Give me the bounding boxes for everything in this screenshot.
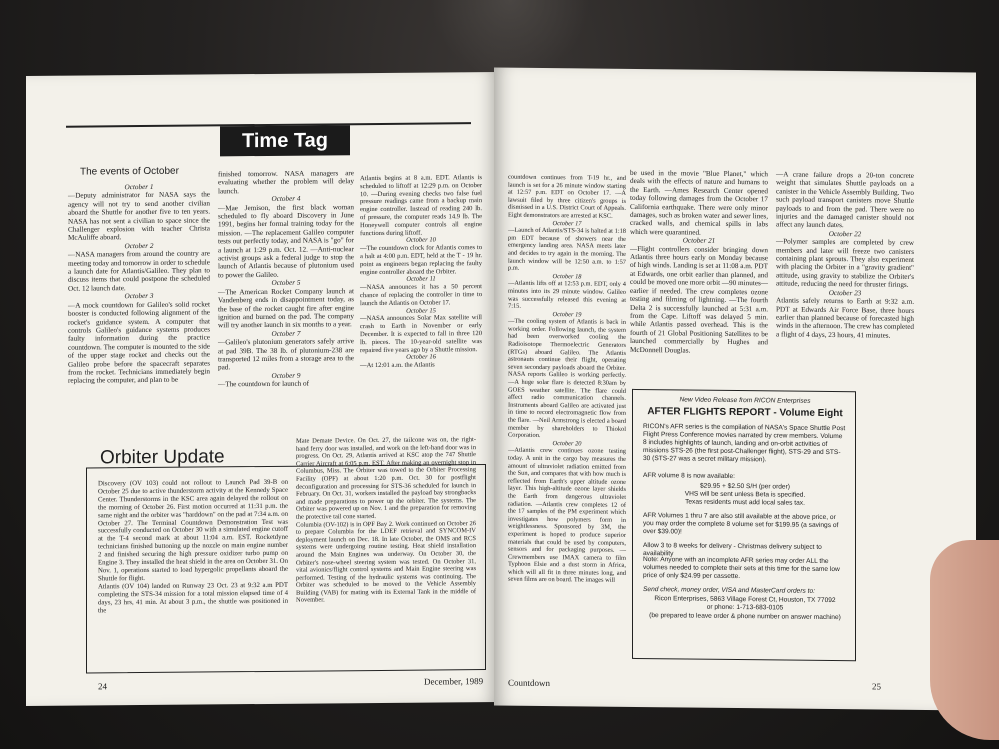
ad-delivery: Allow 3 to 8 weeks for delivery - Christmas delivery subject to availability xyxy=(643,542,822,558)
section-title: Time Tag xyxy=(220,125,350,156)
orbiter-update-right: Mate Demate Device. On Oct. 27, the tailcone was on, the right-hand ferry door was installed, and work on the left-hand door was in progress. On Oct. 29, Atlantis arrived at KSC atop the 747 Shuttle Carrier Aircraft at 6:05 p.m. EST. After making an overnight stop in Columbus, Miss. The Orbiter was towed to the Orbiter Processing Facility (OPF) at about 1:20 p.m. Oct. 30 for postflight deconfiguration and processing for STS-36 scheduled for launch in February. On Oct. 31, workers installed the payload bay strongbacks and made preparations to power up the orbiter. The systems. The Orbiter was powered up on Nov. 1 and the preparation for removing the protective tail cone started. Columbia (OV-102) is in OPF Bay 2. Work continued on October 26 to prepare Columbia for the LDEF retrieval and SYNCOM-IV deployment launch on Dec. 18. In late October, the OMS and RCS systems were undergoing routine testing. Heat shield installation around the Main Engines was underway. On October 30, the Orbiter's nose-wheel steering system was tested. On October 31, vital avionics/flight control systems and Main Engine steering was performed. Testing of the hydraulic systems was continuing. The Orbiter was scheduled to be moved to the Vehicle Assembly Building (VAB) for mating with its External Tank in the middle of November. xyxy=(296,436,476,605)
column-3: —A crane failure drops a 20-ton concrete weight that simulates Shuttle payloads on a canister in the Vehicle Assembly Building. Two such payload transport canisters move Shuttle payloads to and from the pad. There were no injuries and the damaged canister should not affect any launch dates. October 22 —Polymer samples are completed by crew members and later will freeze two canisters containing plant sprouts. They also experiment with placing the Orbiter in a "gravity gradient" attitude, using gravity to stabilize the Orbiter's attitude, reducing the need for thruster firings. October 23 Atlantis safely returns to Earth at 9:32 a.m. PDT at Edwards Air Force Base, three hours earlier than planned because of forecasted high winds in the afternoon. The crew has completed a flight of 4 days, 23 hours, 41 minutes. xyxy=(776,170,914,340)
column-1: October 1 —Deputy administrator for NASA says the agency will not try to send another civilian aboard the Shuttle for another five to ten years. NASA has not sent a civilian to space since the Challenger explosion with teacher Christa McAuliffe aboard. October 2 —NASA managers from around the country are meeting today and tomorrow in order to schedule a launch date for Atlantis/Galileo. They plan to discuss items that could postpone the scheduled Oct. 12 launch date. October 3 —A mock countdown for Galileo's solid rocket booster is conducted following alignment of the rocket's guidance system. A computer that controls Galileo's guidance systems produces faulty information during the practice countdown. The computer is mounted to the side of the upper stage rocket and checks out the Galileo probe before the spacecraft separates from the rocket. Technicians immediately begin replacing the computer, and plan to be xyxy=(68,182,210,386)
orbiter-update-title: Orbiter Update xyxy=(100,446,225,469)
ad-vhs: VHS will be sent unless Beta is specified. xyxy=(684,490,806,499)
hand xyxy=(930,540,999,740)
ad-intro: RICON's AFR series is the compilation of NASA's Space Shuttle Post Flight Press Conference movies narrated by crew members. Volume 8 includes highlights of launch, landing and on-orbit activities of missions STS-26 (the first post-Challenger flight), STS-29 and STS-30 (STS-27 was a secret military mission). xyxy=(643,423,846,464)
column-3: Atlantis begins at 8 a.m. EDT. Atlantis is scheduled to liftoff at 12:29 p.m. on October 10. —During evening checks two false fuel pressure readings came from a backup main engine controller. Instead of reading 240 lb. of pressure, the computer reads 14.9 lb. The Honeywell computer controls all engine functions during liftoff. October 10 —The countdown clock for Atlantis comes to a halt at 4:00 p.m. EDT, held at the T - 19 hr. point as engineers began replacing the faulty engine controller aboard the Orbiter. October 11 —NASA announces it has a 50 percent chance of replacing the controller in time to launch the Atlantis on October 17. October 15 —NASA announces Solar Max satellite will crash to Earth in November or early December. It is expected to fall in three 120 lb. pieces. The 10-year-old satellite was repaired five years ago by a Shuttle mission. October 16 —At 12:01 a.m. the Atlantis xyxy=(360,174,482,370)
ad-kicker: New Video Release from RICON Enterprises xyxy=(679,396,811,405)
right-page xyxy=(494,67,976,710)
ad-tax: Texas residents must add local sales tax. xyxy=(685,498,805,507)
ad-volumes: AFR Volumes 1 thru 7 are also still available at the above price, or you may order the complete 8 volume set for $199.95 (a savings of over $39.00)! xyxy=(643,512,839,536)
footer-section: Countdown xyxy=(508,677,551,689)
page-number: 25 xyxy=(872,681,881,692)
ricon-advertisement xyxy=(632,389,856,661)
left-page xyxy=(26,72,498,706)
ad-order: Send check, money order, VISA and MasterCard orders to: xyxy=(643,586,816,595)
ad-available: AFR volume 8 is now available: xyxy=(643,472,735,480)
ad-address: Ricon Enterprises, 5863 Village Forest Ct, Houston, TX 77092 xyxy=(654,595,836,605)
column-2: finished tomorrow. NASA managers are evaluating whether the problem will delay launch. October 4 —Mae Jemison, the first black woman scheduled to fly aboard Discovery in June 1991, begins her formal training today for the mission. —The replacement Galileo computer tests out perfectly today, and NASA is "go" for a launch at 1:29 p.m. Oct. 12. —Anti-nuclear activist groups ask a federal judge to stop the launch of Atlantis because of plutonium used to power the Galileo. October 5 —The American Rocket Company launch at Vandenberg ends in disappointment today, as the base of the rocket caught fire after engine ignition and burned on the pad. The company will try another launch in six months to a year. October 7 —Galileo's plutonium generators safely arrive at pad 39B. The 38 lb. of plutonium-238 are transported 12 miles from a storage area to the pad. October 9 —The countdown for launch of xyxy=(218,169,354,389)
orbiter-update-left: Discovery (OV 103) could not rollout to Launch Pad 39-B on October 25 due to active thunderstorm activity at the Kennedy Space Center. Thunderstorms in the KSC area again delayed the rollout on the morning of October 26. First motion occurred at 11:31 p.m. the same night and the orbiter was "harddown" on the pad at 7:34 a.m. on October 27. The Terminal Countdown Demonstration Test was successfully conducted on October 30 with a simulated engine cutoff at the T-4 second mark at about 11:04 a.m. EST. Rocketdyne technicians finished buttoning up the nozzle on main engine number 2 and finished securing the high pressure oxidizer turbo pump on Engine 3. They installed the heat shield in the area on October 31. On Nov. 1, operations started to load hypergolic propellants aboard the Shuttle for flight. Atlantis (OV 104) landed on Runway 23 Oct. 23 at 9:32 a.m PDT completing the STS-34 mission for a total mission elapsed time of 4 days, 23 hrs, 41 min. At about 3 p.m., the shuttle was positioned in the xyxy=(98,478,288,614)
ad-title: AFTER FLIGHTS REPORT - Volume Eight xyxy=(647,406,843,420)
ad-phone: or phone: 1-713-683-0105 xyxy=(706,603,784,612)
footer-date: December, 1989 xyxy=(424,676,484,687)
ad-price: $29.95 + $2.50 S/H (per order) xyxy=(700,482,790,491)
ad-note: Note: Anyone with an incomplete AFR series may order ALL the volumes needed to complete their sets at this time for the same low price of only $24.99 per cassette. xyxy=(643,556,840,581)
subtitle: The events of October xyxy=(80,165,179,178)
column-1: countdown continues from T-19 hr., and launch is set for a 26 minute window starting at 12:57 p.m. EDT on October 17. —A lawsuit filed by three citizen's groups is dismissed in a U.S. District Court of Appeals. Eight demonstrators are arrested at KSC. October 17 —Launch of Atlantis/STS-34 is halted at 1:18 pm EDT because of showers near the emergency landing area. NASA meets later and decides to try again in the morning. The launch window will be 12:50 a.m. to 1:57 p.m. October 18 —Atlantis lifts off at 12:53 p.m. EDT, only 4 minutes into its 29 minute window. Galileo was successfully released this evening at 7:15. October 19 —The cooling system of Atlantis is back in working order. Following launch, the system had been overworked cooling the Radioisotope Thermoelectric Generators (RTGs) aboard Galileo. The Atlantis astronauts continue their flight, operating seven secondary payloads aboard the Orbiter. NASA reports Galileo is working perfectly. —A huge solar flare is detected 8:30am by GOES weather satellite. The flare could affect radio communication channels. Instruments aboard Galileo are activated just in time to record electromagnetic flow from the flare. —Neil Armstrong is elected a board member by shareholders to Thiokol Corporation. October 20 —Atlantis crew continues ozone testing today. A unit in the cargo bay measures the amount of ultraviolet radiation emitted from the Sun, and compares that with how much is reflected from Earth's upper altitude ozone layer. This high-altitude ozone layer shields the Earth from dangerous ultraviolet radiation. —Atlantis crew completes 12 of the 17 samples of the PM experiment which investigates how polymers form in weightlessness. Sponsored by 3M, the experiment is hoped to produce superior materials that could be used by computers, sensors and for packaging purposes. —Crewmembers use IMAX camera to film Typhoon Elsie and a dust storm in Africa, which will all fit in three minutes long, and seven films are on board. The images will xyxy=(508,173,626,585)
page-number: 24 xyxy=(98,681,107,692)
ad-prepared: (be prepared to leave order & phone number on answer machine) xyxy=(649,612,841,622)
column-2: be used in the movie "Blue Planet," which deals with the effects of nature and humans to the Earth. —Ames Research Center opened today following damages from the October 17 California earthquake. There were only minor damages, such as broken water and sewer lines, cracked walls, and chemical spills in labs which were quarantined. October 21 —Flight controllers consider bringing down Atlantis three hours early on Monday because of high winds. Landing is set at 11:08 a.m. PDT at Edwards, one orbit earlier than planned, and could be moved one more orbit —90 minutes—earlier if needed. The crew completes ozone testing and filming of lightning. —The fourth Delta 2 is successfully launched at 5:31 a.m. from the Cape. Liftoff was delayed 5 min. while Atlantis passed overhead. This is the fourth of 21 Global Positioning Satellites to be launched commercially by Hughes and McDonnell Douglas. xyxy=(630,168,768,355)
